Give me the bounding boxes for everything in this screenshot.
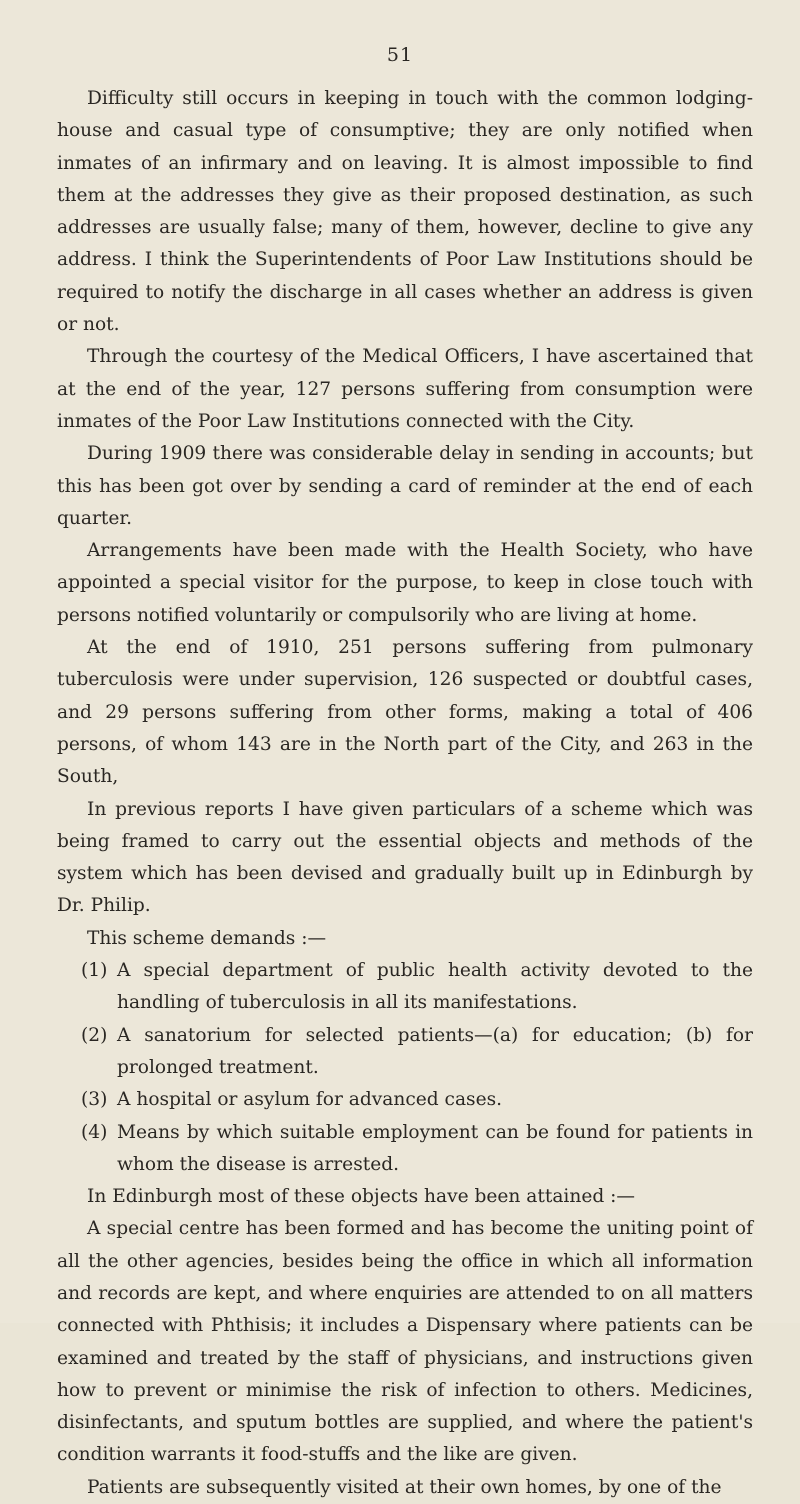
list-item-text: A hospital or asylum for advanced cases. bbox=[117, 1089, 503, 1111]
paragraph-medical-officers: Through the courtesy of the Medical Officers, I have ascertained that at the end of the year, 127 persons suffering from consumption were inmates of the Poor Law Institutions connected with the City. bbox=[57, 346, 753, 432]
list-item bbox=[57, 1117, 753, 1182]
paragraph-previous-reports: In previous reports I have given particulars of a scheme which was being framed to carry out the essential objects and methods of the system which has been devised and gradually built up in Edinburgh by Dr. Philip. bbox=[57, 798, 753, 917]
paragraph-scheme-demands: This scheme demands :— bbox=[87, 927, 327, 949]
list-item-text: A special department of public health activity devoted to the handling of tuberculosis in all its manifestations. bbox=[117, 960, 753, 1014]
list-item bbox=[57, 1020, 753, 1085]
body-text bbox=[57, 83, 753, 1504]
scheme-list bbox=[57, 955, 753, 1181]
paragraph-accounts-delay: During 1909 there was considerable delay in sending in accounts; but this has been got over by sending a card of reminder at the end of each quarter. bbox=[57, 443, 753, 529]
list-item-number: (2) bbox=[81, 1024, 108, 1046]
paragraph-supervision-totals: At the end of 1910, 251 persons suffering from pulmonary tuberculosis were under supervision, 126 suspected or doubtful cases, and 29 persons suffering from other forms, making a total of 406 persons, of whom 143 are in the North part of the City, and 263 in the South, bbox=[57, 637, 753, 788]
list-item-number: (4) bbox=[81, 1121, 108, 1143]
paragraph-home-visits: Patients are subsequently visited at their own homes, by one of the bbox=[87, 1476, 722, 1498]
list-item-number: (1) bbox=[81, 960, 108, 982]
list-item-text: Means by which suitable employment can be found for patients in whom the disease is arrested. bbox=[117, 1121, 753, 1175]
paragraph-health-society: Arrangements have been made with the Health Society, who have appointed a special visitor for the purpose, to keep in close touch with persons notified voluntarily or compulsorily who are living at home. bbox=[57, 540, 753, 626]
list-item bbox=[57, 1084, 753, 1116]
paragraph-edinburgh-attained: In Edinburgh most of these objects have been attained :— bbox=[87, 1186, 636, 1208]
list-item-text: A sanatorium for selected patients—(a) for education; (b) for prolonged treatment. bbox=[117, 1024, 753, 1078]
list-item bbox=[57, 955, 753, 1020]
paragraph-lodging-house: Difficulty still occurs in keeping in touch with the common lodging-house and casual type of consumptive; they are only notified when inmates of an infirmary and on leaving. It is almost impossible to find them at the addresses they give as their proposed destination, as such addresses are usually false; many of them, however, decline to give any address. I think the Superintendents of Poor Law Institutions should be required to notify the discharge in all cases whether an address is given or not. bbox=[57, 88, 753, 336]
list-item-number: (3) bbox=[81, 1089, 108, 1111]
page-number: 51 bbox=[386, 44, 414, 66]
paragraph-special-centre: A special centre has been formed and has become the uniting point of all the other agencies, besides being the office in which all information and records are kept, and where enquiries are attended to on all matters connected with Phthisis; it includes a Dispensary where patients can be examined and treated by the staff of physicians, and instructions given how to prevent or minimise the risk of infection to others. Medicines, disinfectants, and sputum bottles are supplied, and where the patient's condition warrants it food-stuffs and the like are given. bbox=[57, 1218, 753, 1466]
